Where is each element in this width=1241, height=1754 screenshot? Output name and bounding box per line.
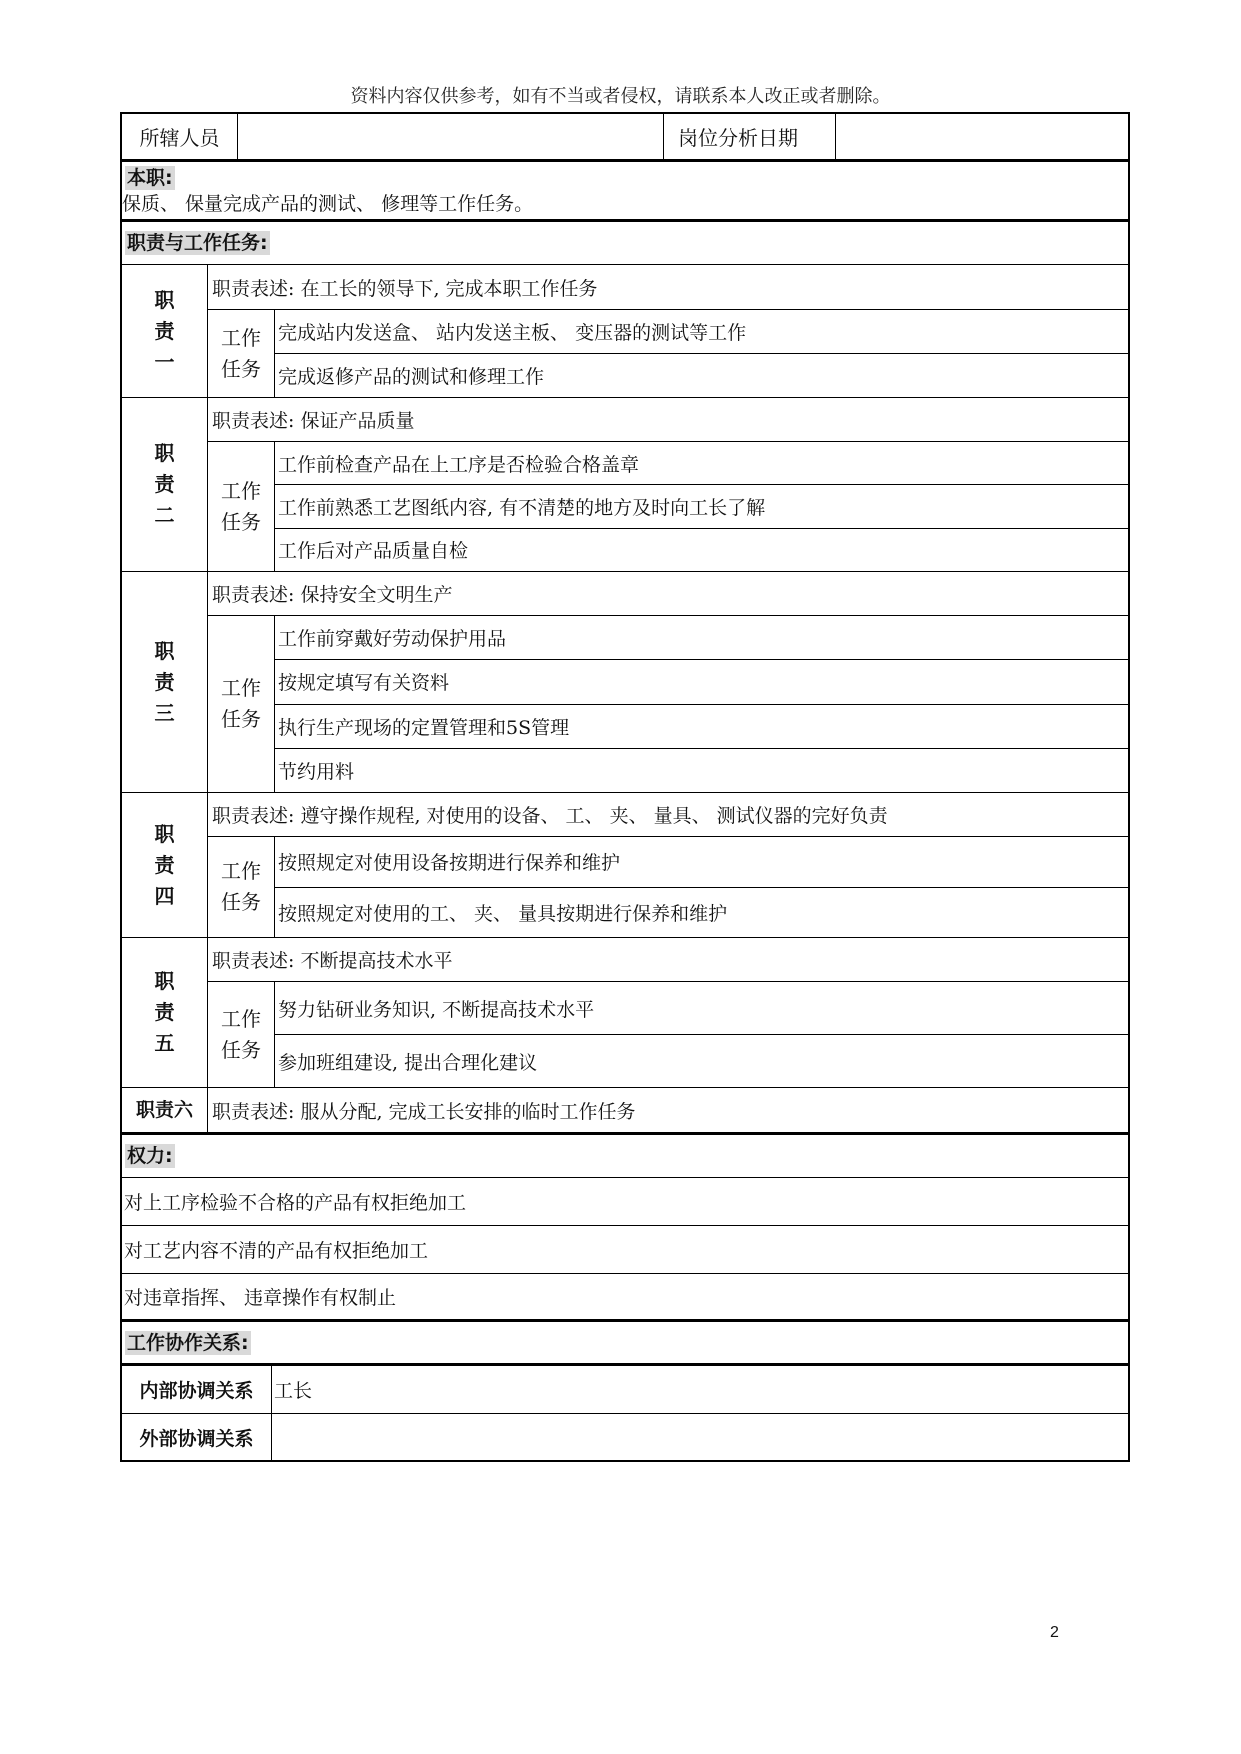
task-item: 完成返修产品的测试和修理工作 (278, 366, 545, 388)
duty-label: 职责六 (122, 1088, 208, 1132)
task-label: 工作任务 (208, 982, 275, 1087)
duty-desc: 职责表述: 在工长的领导下, 完成本职工作任务 (208, 265, 1128, 310)
disclaimer-header: 资料内容仅供参考，如有不当或者侵权，请联系本人改正或者删除。 (350, 86, 891, 107)
job-description-table (120, 112, 1130, 1462)
date-value (835, 114, 1128, 159)
task-item: 工作前检查产品在上工序是否检验合格盖章 (275, 442, 1128, 485)
role-section (120, 160, 1130, 222)
authority-item: 对违章指挥、 违章操作有权制止 (120, 1274, 1130, 1322)
duties-title: 职责与工作任务: (127, 232, 268, 254)
duty-desc: 职责表述: 不断提高技术水平 (208, 938, 1128, 982)
external-coop-value (272, 1414, 1128, 1460)
duty-label: 职责二 (122, 398, 208, 571)
duty-label: 职责一 (122, 265, 208, 397)
internal-coop-row (120, 1366, 1130, 1414)
task-item: 执行生产现场的定置管理和5S管理 (275, 705, 1128, 749)
task-label: 工作任务 (208, 310, 275, 397)
authority-item: 对上工序检验不合格的产品有权拒绝加工 (120, 1178, 1130, 1226)
duty-block (120, 1088, 1130, 1135)
role-title: 本职: (127, 167, 173, 189)
task-label: 工作任务 (208, 616, 275, 792)
cooperation-title: 工作协作关系: (127, 1331, 249, 1354)
task-item: 工作前熟悉工艺图纸内容, 有不清楚的地方及时向工长了解 (275, 485, 1128, 528)
task-label: 工作任务 (208, 442, 275, 571)
page-number: 2 (1050, 1624, 1059, 1641)
duty-block (120, 398, 1130, 572)
header-row (120, 112, 1130, 160)
duty-desc: 职责表述: 服从分配, 完成工长安排的临时工作任务 (212, 1100, 636, 1123)
authority-title: 权力: (127, 1145, 173, 1167)
internal-coop-label: 内部协调关系 (122, 1366, 272, 1413)
duty-desc: 职责表述: 保持安全文明生产 (208, 572, 1128, 616)
internal-coop-value: 工长 (274, 1380, 313, 1402)
duty-label: 职责四 (122, 793, 208, 937)
duty-block (120, 938, 1130, 1088)
duty-label: 职责三 (122, 572, 208, 792)
task-item: 按照规定对使用设备按期进行保养和维护 (275, 837, 1128, 888)
task-item: 完成站内发送盒、 站内发送主板、 变压器的测试等工作 (275, 310, 1128, 354)
duty-desc: 职责表述: 遵守操作规程, 对使用的设备、 工、 夹、 量具、 测试仪器的完好负责 (208, 793, 1128, 837)
duty-label: 职责五 (122, 938, 208, 1087)
task-item: 按规定填写有关资料 (275, 660, 1128, 704)
task-item: 工作前穿戴好劳动保护用品 (275, 616, 1128, 660)
authority-item: 对工艺内容不清的产品有权拒绝加工 (120, 1226, 1130, 1274)
task-item: 努力钻研业务知识, 不断提高技术水平 (275, 982, 1128, 1035)
staff-label: 所辖人员 (139, 126, 220, 150)
duty-block (120, 265, 1130, 398)
task-item: 参加班组建设, 提出合理化建议 (278, 1051, 538, 1074)
cooperation-title-row (120, 1322, 1130, 1366)
external-coop-label: 外部协调关系 (122, 1414, 272, 1460)
task-item: 工作后对产品质量自检 (278, 540, 469, 563)
task-item: 按照规定对使用的工、 夹、 量具按期进行保养和维护 (278, 902, 728, 925)
duties-title-row (120, 222, 1130, 265)
date-label: 岗位分析日期 (663, 114, 835, 159)
duty-block (120, 793, 1130, 938)
duty-desc: 职责表述: 保证产品质量 (208, 398, 1128, 442)
authority-title-row (120, 1135, 1130, 1178)
duty-block (120, 572, 1130, 793)
task-label: 工作任务 (208, 837, 275, 937)
external-coop-row (120, 1414, 1130, 1462)
role-text: 保质、 保量完成产品的测试、 修理等工作任务。 (122, 193, 534, 215)
staff-value (237, 114, 663, 159)
task-item: 节约用料 (278, 760, 355, 783)
